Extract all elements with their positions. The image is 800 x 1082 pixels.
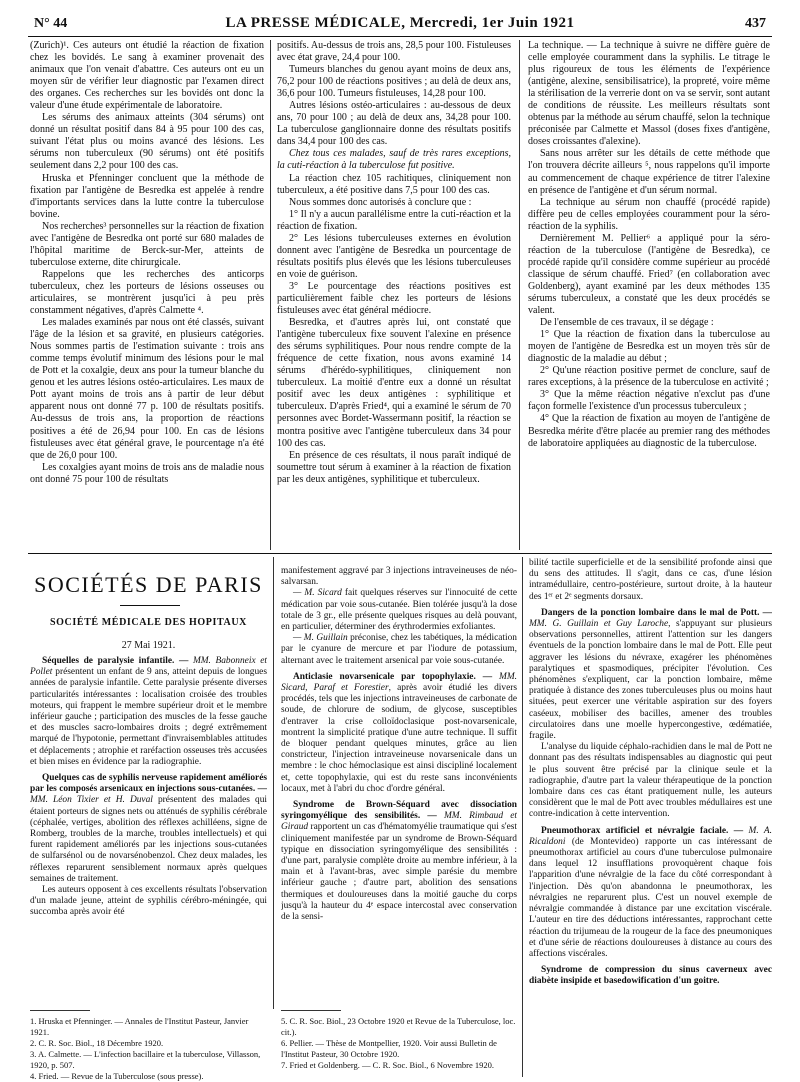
entry-authors: MM. Rimbaud et Giraud	[281, 811, 517, 833]
article-column-1	[30, 40, 264, 550]
entry-title: Anticlasie novarsenicale par topophylaxie. —	[293, 671, 500, 682]
paragraph: 2° Les lésions tuberculeuses externes en évolution donnent avec l'antigène de Besredka un pourcentage de résultats positifs plus élevés que les lésions tuberculeuses en voie de guérison.	[277, 232, 511, 280]
entry-text: présentent un enfant de 9 ans, atteint depuis de longues années de paralysie infantile. Cette paralysie présente diverses particularités intéressantes : localisation croisée des troubles moteurs, qui frappent le membre supérieur droit et le membre inférieur gauche ; participation des muscles de la fesse gauche et des muscles sacro-lombaires droits ; degré extrêmement marqué de l'hypotonie, permettant d'invraisemblables attitudes et déplacements ; atrophie et raréfaction osseuses très accusées et bien mises en évidence par la radiographie.	[30, 667, 267, 767]
entry-title: Dangers de la ponction lombaire dans le mal de Pott. —	[541, 607, 772, 618]
paragraph: 3° Le pourcentage des réactions positives est particulièrement faible chez les porteurs de lésions fistuleuses avec état général médiocre.	[277, 280, 511, 317]
minutes-paragraph	[30, 656, 267, 768]
minutes-paragraph	[529, 826, 772, 960]
paragraph: 1° Il n'y a aucun parallélisme entre la cuti-réaction et la réaction de fixation.	[277, 208, 511, 232]
footnote: 4. Fried. — Revue de la Tuberculose (sous presse).	[30, 1071, 204, 1081]
footnote: 6. Pellier. — Thèse de Montpellier, 1920. Voir aussi Bulletin de l'Institut Pasteur, 30 Octobre 1920.	[281, 1038, 497, 1059]
minutes-paragraph	[529, 608, 772, 742]
minutes-paragraph	[281, 588, 517, 633]
minutes-paragraph	[529, 742, 772, 820]
paragraph: Besredka, et d'autres après lui, ont constaté que l'antigène tuberculeux fixe souvent l'alexine en présence des sérums syphilitiques. Pour nous rendre compte de la fréquence de cette fixation, nous avons examiné 14 sérums d'hérédo-syphilitiques, cliniquement non tuberculeux. La moitié d'entre eux a donné un résultat positif avec les deux antigènes : syphilitique et tuberculeux. D'après Fried⁴, qui a examiné le sérum de 70 personnes avec Bordet-Wassermann positif, la réaction se montra positive avec l'antigène tuberculeux dans 34 pour 100 des cas.	[277, 317, 511, 449]
entry-text: (de Montevideo) rapporte un cas intéressant de pneumothorax artificiel au cours d'une tuberculose pulmonaire dans lequel 12 insufflations provoquèrent chaque fois l'apparition d'une névralgie de la face du côté correspondant à l'injection. Dès qu'on abandonna le pneumothorax, les névralgies ne reparurent plus. C'est un nouvel exemple de névralgie commandée à distance par une excitation viscérale. L'auteur en tire des déductions intéressantes, rapprochant cette réaction du trijumeau de la rougeur de la face des pneumoniques et d'une série de réactions douloureuses à distance au cours des affections viscérales.	[529, 836, 772, 959]
footnote: 7. Fried et Goldenberg. — C. R. Soc. Biol., 6 Novembre 1920.	[281, 1060, 495, 1070]
paragraph: 1° Que la réaction de fixation dans la tuberculose au moyen de l'antigène de Besredka est un moyen très sûr de diagnostic de la maladie au début ;	[528, 329, 770, 365]
paragraph: Autres lésions ostéo-articulaires : au-dessous de deux ans, 70 pour 100 ; au delà de deux ans, 34,28 pour 100. La tuberculose ganglionnaire donne des résultats positifs dans 34,4 pour 100 des cas.	[277, 100, 511, 148]
section-divider	[28, 553, 772, 554]
journal-title: LA PRESSE MÉDICALE, Mercredi, 1er Juin 1921	[225, 15, 575, 31]
page-number-left: N° 44	[34, 16, 68, 31]
entry-title: Séquelles de paralysie infantile. —	[42, 656, 193, 666]
minutes-paragraph	[281, 672, 517, 795]
paragraph: La réaction chez 105 rachitiques, cliniquement non tuberculeux, a été positive dans 7,5 pour 100 des cas.	[277, 172, 511, 196]
entry-text: bilité tactile superficielle et de la sensibilité profonde ainsi que du sens des attitudes. Il s'agit, dans ce cas, d'une lésion intramédullaire, centro-postérieure, surtout droite, à la hauteur des 1ᵉʳ et 2ᵉ segments dorsaux.	[529, 558, 772, 602]
paragraph: Nous sommes donc autorisés à conclure que :	[289, 196, 472, 208]
entry-text: L'analyse du liquide céphalo-rachidien dans le mal de Pott ne donnant pas des résultats indispensables au diagnostic qui peut le plus souvent être précisé par la clinique seule et la radiographie, d'autre part la valeur thérapeutique de la ponction lombaire dans ces cas étant pratiquement nulle, les auteurs considèrent que le mal de Pott avec troubles médullaires est une contre-indication à cette intervention.	[529, 742, 772, 820]
column-divider	[273, 557, 274, 1009]
entry-title: Pneumothorax artificiel et névralgie faciale. —	[541, 825, 749, 836]
column-divider	[519, 40, 520, 550]
footnotes-right	[281, 1016, 517, 1071]
footnote-rule	[281, 1010, 341, 1011]
minutes-column-3	[529, 558, 772, 1080]
minutes-paragraph	[281, 800, 517, 923]
paragraph: Les malades examinés par nous ont été classés, suivant l'âge de la lésion et sa gravité, en plusieurs catégories. Nous sommes partis de l'estimation suivante : trois ans comme temps évolutif minimum des lésions pour le mal de Pott et la coxalgie, deux ans pour la tumeur blanche du genou et les autres lésions ostéo-articulaires. Les maux de Pott ayant moins de trois ans à partir de leur début apparent nous ont donné 77 p. 100 de résultats positifs. Au-dessus de trois ans, la proportion de réactions positives a été de 26,94 pour 100. En cas de lésions fistuleuses avec état général grave, le pourcentage n'a été que de 26,0 pour 100.	[30, 317, 264, 461]
paragraph: 4° Que la réaction de fixation au moyen de l'antigène de Besredka mérite d'être placée au premier rang des méthodes de laboratoire appliquées au diagnostic de la tuberculose.	[528, 413, 770, 449]
section-title: SOCIÉTÉS DE PARIS	[34, 572, 263, 597]
footnote: 2. C. R. Soc. Biol., 18 Décembre 1920.	[30, 1038, 164, 1048]
paragraph: Tumeurs blanches du genou ayant moins de deux ans, 76,2 pour 100 de réactions positives ; au delà de deux ans, 36,6 pour 100. Tumeurs fistuleuses, 14,28 pour 100.	[277, 64, 511, 100]
footnote-rule	[30, 1010, 90, 1011]
footnotes-left	[30, 1016, 267, 1082]
column-divider	[522, 557, 523, 1077]
minutes-paragraph	[529, 965, 772, 987]
entry-text: présentent des malades qui étaient porteurs de signes nets ou atténués de syphilis cérébrale (céphalée, vertiges, abolition des réflexes achilléens, signe de Romberg, troubles de la marche, troubles intellectuels) et qui furent rapidement améliorés par les injections sous-cutanées de sulfarsénol ou de novarsénobenzol. Chez deux malades, les réflexes reparurent sensiblement normaux après quelques semaines de traitement.	[30, 795, 267, 884]
minutes-paragraph	[529, 558, 772, 603]
entry-title: Quelques cas de syphilis nerveuse rapidement améliorés par les composés arsenicaux en injections sous-cutanées. —	[30, 773, 267, 795]
entry-authors: MM. Léon Tixier et H. Duval	[30, 795, 153, 806]
entry-authors: M. A. Ricaldoni	[529, 825, 772, 847]
entry-text: , s'appuyant sur plusieurs observations personnelles, attirent l'attention sur les dangers éventuels de la ponction lombaire dans le mal de Pott. Elle peut aggraver les lésions du névraxe, exagérer les phénomènes paralytiques et spasmodiques, précipiter l'évolution. Ces phénomènes s'expliquent, car la ponction lombaire, même pratiquée à distance des zones tuberculeuses plus ou moins haut situées, peut exercer une véritable aspiration sur des foyers caséeux, mobiliser des bacilles, amener des troubles circulatoires dans une moelle hypercongestive, œdématiée, fragile.	[529, 619, 772, 742]
paragraph: Nos recherches³ personnelles sur la réaction de fixation avec l'antigène de Besredka ont porté sur 680 malades de l'hôpital maritime de Berck-sur-Mer, atteints de tuberculose externe, dite chirurgicale.	[30, 220, 264, 268]
paragraph: (Zurich)¹. Ces auteurs ont étudié la réaction de fixation chez les bovidés. Le sang à examiner provenait des animaux que l'on venait d'abattre. Ces auteurs ont eu un moyen sûr de vérifier leur diagnostic par l'examen direct des organes. Ces recherches sur les bovidés ont donc la valeur d'une étude expérimentale de laboratoire.	[30, 40, 264, 112]
footnote: 3. A. Calmette. — L'infection bacillaire et la tuberculose, Villasson, 1920, p. 507.	[30, 1049, 261, 1070]
paragraph: 2° Qu'une réaction positive permet de conclure, sauf de rares exceptions, à la présence de la tuberculose en activité ;	[528, 365, 770, 389]
paragraph: La technique au sérum non chauffé (procédé rapide) diffère peu de celles employées couramment pour la séro-réaction de la syphilis.	[528, 196, 770, 232]
page-number-right: 437	[745, 16, 766, 31]
society-name: SOCIÉTÉ MÉDICALE DES HOPITAUX	[50, 617, 247, 628]
entry-text: rapportent un cas d'hématomyélie traumatique qui s'est cliniquement manifestée par un syndrome de Brown-Séquard typique en dissociation syringomyélique des sensibilités : d'une part, paralysie complète droite au membre inférieur, à la main et à l'avant-bras, avec simple parésie du membre inférieur gauche ; d'autre part, abolition des sensations thermiques et douloureuses dans la moitié gauche du corps jusqu'à la hauteur du 4ᵉ espace intercostal avec conservation de la sensi-	[281, 822, 517, 923]
paragraph: Rappelons que les recherches des anticorps tuberculeux, chez les porteurs de lésions osseuses ou articulaires, se montrèrent jusqu'ici à peu près constamment négatives, d'après Calmette ⁴.	[30, 268, 264, 317]
paragraph: positifs. Au-dessus de trois ans, 28,5 pour 100. Fistuleuses avec état grave, 24,4 pour 100.	[277, 40, 511, 64]
column-divider	[270, 40, 271, 550]
paragraph: Sans nous arrêter sur les détails de cette méthode que l'on trouvera décrite ailleurs ⁵, nous rappelons qu'il importe au commencement de chaque expérience de titrer l'alexine en présence de l'antigène et d'un sérum normal.	[528, 148, 770, 196]
paragraph: En présence de ces résultats, il nous paraît indiqué de soumettre tout sérum à examiner à la réaction de fixation par les deux antigènes, syphilitique et tuberculeux.	[277, 449, 511, 485]
entry-title: Syndrome de Brown-Séquard avec dissociation syringomyélique des sensibilités. —	[281, 800, 517, 822]
minutes-paragraph	[281, 633, 517, 667]
entry-authors: MM. G. Guillain et Guy Laroche	[529, 619, 669, 630]
entry-text: manifestement aggravé par 3 injections intraveineuses de néo-salvarsan.	[281, 566, 517, 588]
entry-text: Les auteurs opposent à ces excellents résultats l'observation d'un malade jeune, atteint de syphilis cérébro-méningée, qui succomba après avoir été	[30, 885, 267, 918]
entry-authors: — M. Sicard	[293, 588, 342, 599]
minutes-paragraph	[30, 773, 267, 885]
paragraph: 3° Que la même réaction négative n'exclut pas d'une façon formelle l'existence d'un processus tuberculeux ;	[528, 389, 770, 413]
paragraph: Hruska et Pfenninger concluent que la méthode de fixation par l'antigène de Besredka est appelée à rendre d'importants services dans la lutte contre la tuberculose bovine.	[30, 172, 264, 220]
page-header	[28, 14, 772, 37]
footnote: 5. C. R. Soc. Biol., 23 Octobre 1920 et Revue de la Tuberculose, loc. cit.).	[281, 1016, 516, 1037]
article-column-3	[528, 40, 770, 550]
article-column-2	[277, 40, 511, 550]
entry-text: préconise, chez les tabétiques, la médication par le cyanure de mercure et par l'iodure de potassium, alternant avec le traitement arsenical par voie sous-cutanée.	[281, 633, 517, 666]
paragraph: Les sérums des animaux atteints (304 sérums) ont donné un résultat positif dans 84 à 95 pour 100 des cas, suivant l'état plus ou moins avancé des lésions. Les sérums non tuberculeux (90 sérums) ont été positifs seulement dans 2,2 pour 100 des cas.	[30, 112, 264, 172]
paragraph: Les coxalgies ayant moins de trois ans de maladie nous ont donné 75 pour 100 de résultats	[30, 461, 264, 485]
session-date: 27 Mai 1921.	[121, 640, 176, 651]
entry-text: , après avoir étudié les divers procédés, tels que les injections intraveineuses de carbonate de soude, de chlorure de sodium, de glycose, susceptibles d'entraver la crise colloïdoclasique post-novarsenicale, montrent la simplicité pratique d'une autre technique. Il suffit de bloquer pendant quelques minutes, grâce au lien constricteur, l'injection intraveineuse novarsenicale dans un membre : le choc hémoclasique est ainsi discipliné localement et, cette topophylaxie, qui est du reste sans inconvénients locaux, met à l'abri du choc d'ordre général.	[281, 683, 517, 794]
paragraph: De l'ensemble de ces travaux, il se dégage :	[540, 317, 714, 329]
title-rule	[120, 605, 180, 606]
entry-authors: — M. Guillain	[293, 633, 348, 644]
minutes-paragraph	[30, 885, 267, 919]
minutes-paragraph	[281, 566, 517, 588]
minutes-column-2	[281, 566, 517, 1004]
entry-title: Syndrome de compression du sinus caverneux avec diabète insipide et basedowification d'un goitre.	[529, 965, 772, 987]
minutes-column-1	[30, 656, 267, 1004]
footnote: 1. Hruska et Pfenninger. — Annales de l'Institut Pasteur, Janvier 1921.	[30, 1016, 249, 1037]
entry-text: fait quelques réserves sur l'innocuité de cette médication par voie sous-cutanée. Bien tolérée jusqu'à la dose totale de 3 gr., elle présente quelques risques au delà pouvant, en particulier, déterminer des érythrodermies exfoliantes.	[281, 588, 517, 633]
entry-authors: MM. Sicard, Paraf et Forestier	[281, 671, 517, 694]
paragraph: La technique. — La technique à suivre ne diffère guère de celle employée couramment dans la syphilis. Le titrage le plus rigoureux de tous les éléments de l'expérience (antigène, alexine, sensibilisatrice), la propreté, voire même la stérilisation de la verrerie dont on va se servir, sont autant de conditions de réussite. Les meilleurs résultats sont obtenus par la méthode au sérum chauffé, selon la technique préconisée par Calmette et Massol (doses fixes d'antigène, doses croissantes d'alexine).	[528, 40, 770, 148]
entry-authors: MM. Babonneix et Pollet	[30, 656, 267, 678]
paragraph: Dernièrement M. Pellier⁶ a appliqué pour la séro-réaction de la tuberculose (l'antigène de Besredka), ce procédé rapide qu'il considère comme supérieur au procédé classique de sérum chauffé. Fried⁷ (en collaboration avec Goldenberg), ayant examiné par les deux méthodes 135 sérums tuberculeux, a constaté que les deux procédés se valent.	[528, 232, 770, 317]
paragraph: Chez tous ces malades, sauf de très rares exceptions, la cuti-réaction à la tuberculose fut positive.	[277, 148, 511, 172]
